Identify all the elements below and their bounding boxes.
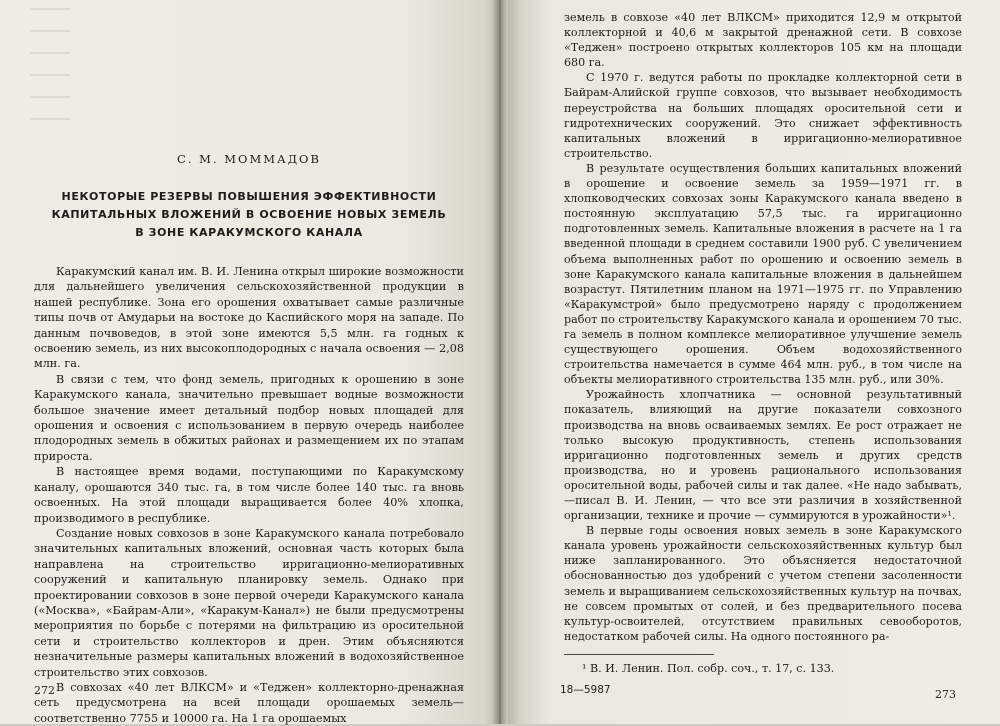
body-paragraph: В связи с тем, что фонд земель, пригодных к орошению в зоне Каракумского канала, значительно превышает водные возможности большое значение имеет детальный подбор новых площадей для орошения и освоения с использованием в первую очередь наиболее плодородных земель в обжитых районах и размещением их по этапам прироста. xyxy=(34,372,464,463)
right-page xyxy=(500,0,1000,724)
printer-signature-mark: 18—5987 xyxy=(560,684,611,696)
continued-paragraph: земель в совхозе «40 лет ВЛКСМ» приходится 12,9 м открытой коллекторной и 40,6 м закрытой дренажной сети. В совхозе «Теджен» построено открытых коллекторов 105 км на площади 680 га. xyxy=(564,11,962,70)
footnote-divider xyxy=(564,654,714,655)
body-paragraph: Урожайность хлопчатника — основной результативный показатель, влияющий на другие показатели совхозного производства на вновь осваиваемых землях. Ее рост отражает не только высокую продуктивность, степень использования ирригационно подготовленных земель и других средств производства, но и уровень рационального использования оросительной воды, рабочей силы и так далее. «Не надо забывать,—писал В. И. Ленин, — что все эти различия в хозяйственной организации, технике и прочие — суммируются в урожайности»¹. xyxy=(564,388,962,523)
footnote: ¹ В. И. Ленин. Пол. собр. соч., т. 17, с. 133. xyxy=(582,661,835,675)
body-paragraph: В настоящее время водами, поступающими по Каракумскому каналу, орошаются 340 тыс. га, в том числе более 140 тыс. га вновь освоенных. На этой площади выращивается более 40% хлопка, производимого в республике. xyxy=(34,465,464,525)
body-paragraph: С 1970 г. ведутся работы по прокладке коллекторной сети в Байрам-Алийской группе совхозов, что вызывает необходимость переустройства на больших площадях оросительной сети и гидротехнических сооружений. Это снижает эффективность капитальных вложений в ирригационно-мелиоративное строительство. xyxy=(564,71,962,160)
body-paragraph: Создание новых совхозов в зоне Каракумского канала потребовало значительных капитальных вложений, основная часть которых была направлена на строительство ирригационно-мелиоративных сооружений и капитальную планировку земель. Однако при проектировании совхозов в зоне первой очереди Каракумского канала («Москва», «Байрам-Али», «Каракум-Канал») не были предусмотрены мероприятия по борьбе с потерями на фильтрацию из оросительной сети и строительство коллекторов и дрен. Этим объясняются незначительные размеры капитальных вложений в водохозяйственное строительство этих совхозов. xyxy=(34,526,464,679)
left-page xyxy=(0,0,500,724)
article-title xyxy=(34,188,464,242)
body-paragraph: Каракумский канал им. В. И. Ленина открыл широкие возможности для дальнейшего увеличения сельскохозяйственной продукции в нашей республике. Зона его орошения охватывает самые различные типы почв от Амударьи на востоке до Каспийского моря на западе. По данным почвоведов, в этой зоне имеются 5,5 млн. га годных к освоению земель, из них высокоплодородных с начала освоения — 2,08 млн. га. xyxy=(34,265,464,371)
body-paragraph: В совхозах «40 лет ВЛКСМ» и «Теджен» коллекторно-дренажная сеть предусмотрена на всей площади орошаемых земель—соответственно 7755 и 10000 га. На 1 га орошаемых xyxy=(34,680,464,725)
article-author: С. М. МОММАДОВ xyxy=(177,152,321,166)
page-number-left: 272 xyxy=(34,684,55,697)
title-line: НЕКОТОРЫЕ РЕЗЕРВЫ ПОВЫШЕНИЯ ЭФФЕКТИВНОСТИ xyxy=(61,190,437,203)
body-paragraph: В результате осуществления больших капитальных вложений в орошение и освоение земель за 1959—1971 гг. в хлопководческих совхозах зоны Каракумского канала введено в постоянную эксплуатацию 57,5 тыс. га ирригационно подготовленных земель. Капитальные вложения в расчете на 1 га введенной площади в среднем составили 1900 руб. С увеличением объема выполненных работ по орошению и освоению земель в зоне Каракумского канала капитальные вложения в дальнейшем возрастут. Пятилетним планом на 1971—1975 гг. по Управлению «Каракумстрой» было предусмотрено наряду с продолжением работ по строительству Каракумского канала и орошением 70 тыс. га земель в полном комплексе мелиоративное улучшение земель существующего орошения. Объем водохозяйственного строительства намечается в сумме 464 млн. руб., в том числе на объекты мелиоративного строительства 135 млн. руб., или 30%. xyxy=(564,161,963,387)
title-line: КАПИТАЛЬНЫХ ВЛОЖЕНИЙ В ОСВОЕНИЕ НОВЫХ ЗЕМЕЛЬ xyxy=(51,208,447,221)
page-number-right: 273 xyxy=(935,688,956,701)
body-paragraph: В первые годы освоения новых земель в зоне Каракумского канала уровень урожайности сельскохозяйственных культур был ниже запланированного. Это объясняется недостаточной обоснованностью доз удобрений с учетом степени засоленности земель и выращиванием сельскохозяйственных культур на почвах, не совсем промытых от солей, и без предварительного посева культур-освоителей, отсутствием правильных севооборотов, недостатком рабочей силы. На одного постоянного ра- xyxy=(564,524,962,643)
book-gutter xyxy=(492,0,508,724)
title-line: В ЗОНЕ КАРАКУМСКОГО КАНАЛА xyxy=(135,226,363,239)
show-through-text xyxy=(30,8,70,138)
